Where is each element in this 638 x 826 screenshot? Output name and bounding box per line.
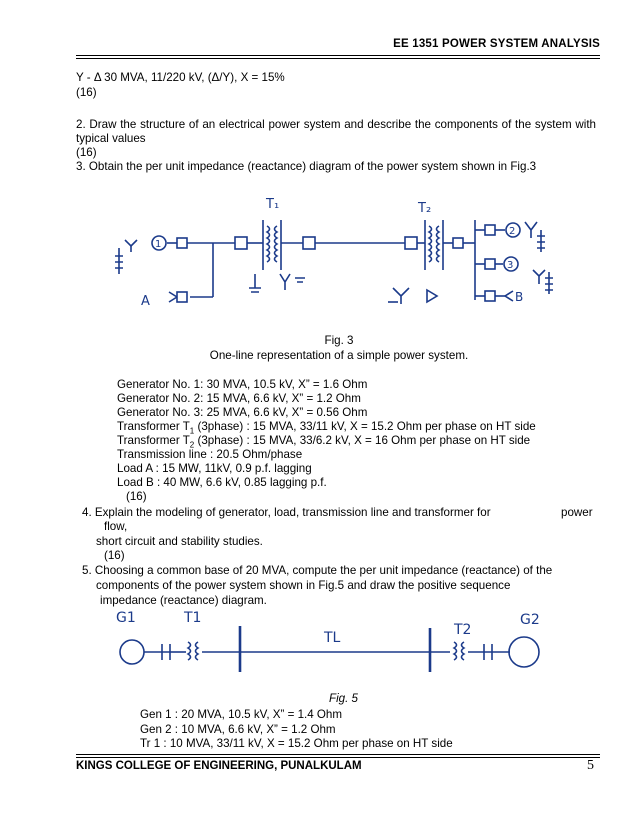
question-5-line3: impedance (reactance) diagram. xyxy=(100,594,267,607)
fig3-label-3: 3 xyxy=(507,260,514,271)
question-4-line1: 4. Explain the modeling of generator, load, transmission line and transformer for xyxy=(82,506,491,519)
fig3-one-line-diagram xyxy=(105,190,565,320)
fig3-subcaption: One-line representation of a simple power system. xyxy=(209,349,469,362)
fig5-generator-1-symbol xyxy=(120,640,144,664)
fig5-label-t2: T2 xyxy=(454,622,472,638)
fig3-load-b: Load B : 40 MW, 6.6 kV, 0.85 lagging p.f. xyxy=(117,476,327,489)
question-5-line2: components of the power system shown in Fig.5 and draw the positive sequence xyxy=(96,579,511,592)
question-4-line2: flow, xyxy=(104,520,128,533)
fig5-label-g2: G2 xyxy=(520,612,540,628)
question-4-line1-tail: power xyxy=(561,506,593,519)
footer-college: KINGS COLLEGE OF ENGINEERING, PUNALKULAM xyxy=(76,760,362,772)
fig3-label-a: A xyxy=(141,294,150,309)
fig3-label-1: 1 xyxy=(155,239,162,250)
fig3-line: Transmission line : 20.5 Ohm/phase xyxy=(117,448,303,461)
question-4-line3: short circuit and stability studies. xyxy=(96,535,263,548)
fig3-gen1: Generator No. 1: 30 MVA, 10.5 kV, X” = 1.6 Ohm xyxy=(117,378,368,391)
page-header-title: EE 1351 POWER SYSTEM ANALYSIS xyxy=(393,38,600,50)
fig3-load-a: Load A : 15 MW, 11kV, 0.9 p.f. lagging xyxy=(117,462,312,475)
fig5-generator-2-symbol xyxy=(509,637,539,667)
fig5-label-g1: G1 xyxy=(116,610,136,626)
fig3-t2-sub: 2 xyxy=(189,440,195,450)
question-5-line1: 5. Choosing a common base of 20 MVA, compute the per unit impedance (reactance) of the xyxy=(82,564,553,577)
fig3-t2-rest: (3phase) : 15 MVA, 33/6.2 kV, X = 16 Ohm per phase on HT side xyxy=(194,434,531,447)
fig5-tr1: Tr 1 : 10 MVA, 33/11 kV, X = 15.2 Ohm per phase on HT side xyxy=(140,737,453,750)
fig3-label-t2: T₂ xyxy=(418,201,432,216)
fig5-one-line-diagram xyxy=(110,604,560,680)
fig3-t1-sub: 1 xyxy=(189,426,195,436)
fig3-gen3: Generator No. 3: 25 MVA, 6.6 kV, X” = 0.56 Ohm xyxy=(117,406,368,419)
fig5-label-t1: T1 xyxy=(184,610,202,626)
fig5-gen1: Gen 1 : 20 MVA, 10.5 kV, X” = 1.4 Ohm xyxy=(140,708,343,721)
fig5-label-tl: TL xyxy=(324,630,341,646)
fig3-marks: (16) xyxy=(126,490,147,503)
ground-symbol xyxy=(125,240,137,246)
fig3-label-t1: T₁ xyxy=(266,197,280,212)
fig3-t1-rest: (3phase) : 15 MVA, 33/11 kV, X = 15.2 Ohm per phase on HT side xyxy=(194,420,536,433)
fig5-caption: Fig. 5 xyxy=(329,692,358,705)
question-3-text: 3. Obtain the per unit impedance (reactance) diagram of the power system shown in Fig.3 xyxy=(76,160,537,173)
footer-rule xyxy=(76,754,600,758)
marks-label: (16) xyxy=(76,86,97,99)
fig3-gen2: Generator No. 2: 15 MVA, 6.6 kV, X” = 1.2 Ohm xyxy=(117,392,361,405)
question-4-marks: (16) xyxy=(104,549,125,562)
transformer-spec-line: Y - Δ 30 MVA, 11/220 kV, (Δ/Y), X = 15% xyxy=(76,71,285,84)
fig3-t1-prefix: Transformer T xyxy=(117,420,190,433)
fig5-gen2: Gen 2 : 10 MVA, 6.6 kV, X” = 1.2 Ohm xyxy=(140,723,336,736)
question-2-text: 2. Draw the structure of an electrical power system and describe the components of the system with typical values xyxy=(76,118,596,145)
question-2-marks: (16) xyxy=(76,146,97,159)
fig3-t2-prefix: Transformer T xyxy=(117,434,190,447)
page-number: 5 xyxy=(587,758,594,773)
fig3-label-b: B xyxy=(515,290,524,304)
fig3-caption: Fig. 3 xyxy=(324,334,354,347)
header-rule xyxy=(76,55,600,59)
fig3-label-2: 2 xyxy=(509,226,516,237)
